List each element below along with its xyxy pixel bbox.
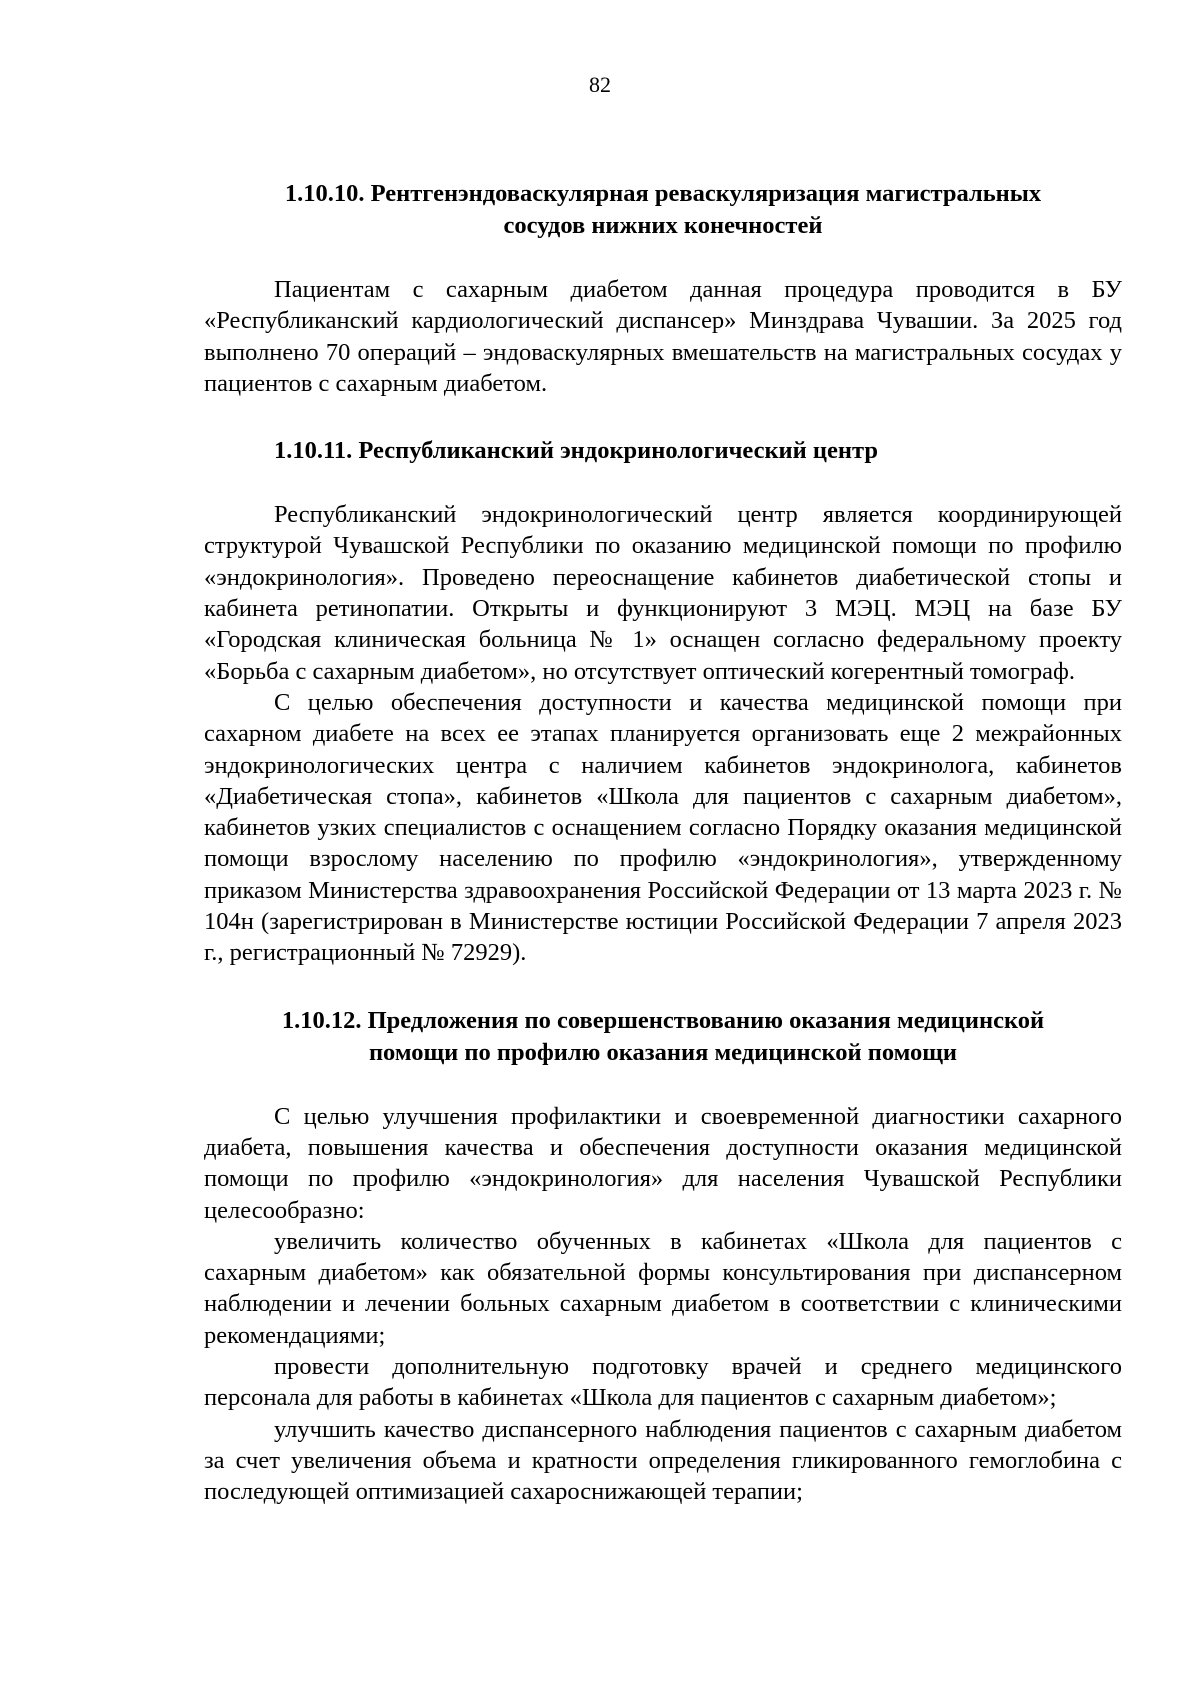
spacer — [204, 242, 1122, 274]
page-content — [204, 178, 1122, 1508]
list-paragraph: улучшить качество диспансерного наблюдения пациентов с сахарным диабетом за счет увеличения объема и кратности определения гликированного гемоглобина с последующей оптимизацией сахароснижающей терапии; — [204, 1415, 1122, 1506]
paragraph: Республиканский эндокринологический центр является координирующей структурой Чувашской Республики по оказанию медицинской помощи по профилю «эндокринология». Проведено переоснащение кабинетов диабетической стопы и кабинета ретинопатии. Открыты и функционируют 3 МЭЦ. МЭЦ на базе БУ «Городская клиническая больница № 1» оснащен согласно федеральному проекту «Борьба с сахарным диабетом», но отсутствует оптический когерентный томограф. — [204, 501, 1122, 685]
list-paragraph: провести дополнительную подготовку врачей и среднего медицинского персонала для работы в кабинетах «Школа для пациентов с сахарным диабетом»; — [204, 1353, 1122, 1412]
heading-line: 1.10.12. Предложения по совершенствованию оказания медицинской — [281, 1006, 1045, 1034]
page-number: 82 — [589, 72, 611, 97]
spacer — [204, 969, 1122, 1005]
section-heading-1-10-12 — [204, 1005, 1122, 1069]
spacer — [204, 467, 1122, 499]
heading-line: 1.10.10. Рентгенэндоваскулярная реваскуляризация магистральных — [284, 180, 1042, 207]
section-heading-1-10-11 — [204, 435, 1122, 467]
paragraph: С целью обеспечения доступности и качества медицинской помощи при сахарном диабете на всех ее этапах планируется организовать еще 2 межрайонных эндокринологических центра с наличием кабинетов эндокринолога, кабинетов «Диабетическая стопа», кабинетов «Школа для пациентов с сахарным диабетом», кабинетов узких специалистов с оснащением согласно Порядку оказания медицинской помощи взрослому населению по профилю «эндокринология», утвержденному приказом Министерства здравоохранения Российской Федерации от 13 марта 2023 г. № 104н (зарегистрирован в Министерстве юстиции Российской Федерации 7 апреля 2023 г., регистрационный № 72929). — [204, 688, 1122, 967]
heading-line: 1.10.11. Республиканский эндокринологический центр — [274, 437, 878, 465]
paragraph: С целью улучшения профилактики и своевременной диагностики сахарного диабета, повышения качества и обеспечения доступности оказания медицинской помощи по профилю «эндокринология» для населения Чувашской Республики целесообразно: — [204, 1102, 1122, 1224]
spacer — [204, 1069, 1122, 1101]
list-paragraph: увеличить количество обученных в кабинетах «Школа для пациентов с сахарным диабетом» как обязательной формы консультирования при диспансерном наблюдении и лечении больных сахарным диабетом в соответствии с клиническими рекомендациями; — [204, 1227, 1122, 1349]
paragraph: Пациентам с сахарным диабетом данная процедура проводится в БУ «Республиканский кардиологический диспансер» Минздрава Чувашии. За 2025 год выполнено 70 операций – эндоваскулярных вмешательств на магистральных сосудах у пациентов с сахарным диабетом. — [204, 276, 1122, 397]
heading-line: сосудов нижних конечностей — [503, 212, 823, 239]
heading-line: помощи по профилю оказания медицинской помощи — [368, 1038, 958, 1066]
spacer — [204, 399, 1122, 435]
section-heading-1-10-10 — [204, 178, 1122, 242]
